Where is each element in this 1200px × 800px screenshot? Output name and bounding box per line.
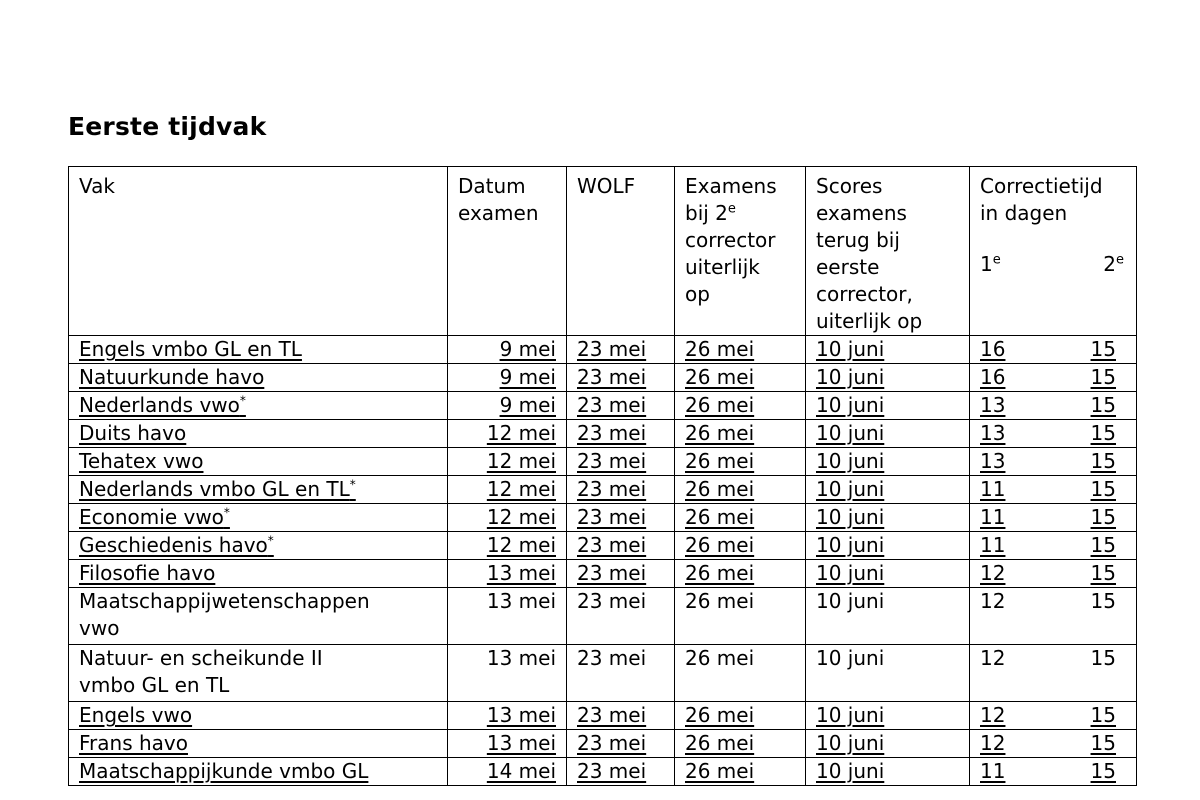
cell-wolf: 23 mei [567, 532, 675, 560]
cell-dagen-2e: 15 [1090, 589, 1116, 613]
cell-correctietijd [970, 504, 1137, 532]
cell-wolf: 23 mei [567, 448, 675, 476]
table-row [69, 448, 1137, 476]
vak-text: Nederlands vmbo GL en TL [79, 477, 350, 501]
cell-examens: 26 mei [675, 336, 806, 364]
cell-scores: 10 juni [806, 364, 970, 392]
table-row [69, 702, 1137, 730]
cell-examens: 26 mei [675, 364, 806, 392]
header-correctie-2-sup: e [1116, 252, 1124, 268]
cell-scores: 10 juni [806, 702, 970, 730]
header-examens-bij-2e-corrector [675, 167, 806, 336]
cell-scores: 10 juni [806, 645, 970, 702]
cell-datum: 12 mei [448, 476, 567, 504]
cell-examens: 26 mei [675, 420, 806, 448]
cell-vak [69, 420, 448, 448]
cell-dagen-2e: 15 [1090, 533, 1116, 557]
table-row [69, 532, 1137, 560]
cell-wolf: 23 mei [567, 645, 675, 702]
cell-correctietijd [970, 476, 1137, 504]
cell-scores: 10 juni [806, 504, 970, 532]
cell-correctietijd [970, 392, 1137, 420]
cell-dagen-2e: 15 [1090, 393, 1116, 417]
cell-scores: 10 juni [806, 420, 970, 448]
cell-vak [69, 364, 448, 392]
cell-examens: 26 mei [675, 448, 806, 476]
table-header-row [69, 167, 1137, 336]
cell-correctietijd [970, 758, 1137, 786]
table-row [69, 645, 1137, 702]
cell-examens: 26 mei [675, 560, 806, 588]
table-row [69, 364, 1137, 392]
vak-text: Geschiedenis havo [79, 533, 268, 557]
table-row [69, 560, 1137, 588]
cell-examens: 26 mei [675, 476, 806, 504]
cell-datum: 13 mei [448, 560, 567, 588]
cell-wolf: 23 mei [567, 420, 675, 448]
cell-dagen-1e: 16 [980, 337, 1006, 361]
cell-datum: 12 mei [448, 504, 567, 532]
cell-dagen-1e: 11 [980, 533, 1006, 557]
cell-wolf: 23 mei [567, 392, 675, 420]
cell-dagen-2e: 15 [1090, 337, 1116, 361]
vak-text: Economie vwo [79, 505, 224, 529]
cell-correctietijd [970, 645, 1137, 702]
cell-scores: 10 juni [806, 730, 970, 758]
table-row [69, 420, 1137, 448]
cell-wolf: 23 mei [567, 560, 675, 588]
cell-vak [69, 532, 448, 560]
cell-dagen-2e: 15 [1090, 365, 1116, 389]
cell-wolf: 23 mei [567, 476, 675, 504]
cell-scores: 10 juni [806, 392, 970, 420]
cell-examens: 26 mei [675, 504, 806, 532]
cell-vak [69, 702, 448, 730]
cell-vak [69, 336, 448, 364]
cell-dagen-2e: 15 [1090, 703, 1116, 727]
vak-text: Filosofie havo [79, 561, 216, 585]
header-datum-examen: Datum examen [448, 167, 567, 336]
cell-dagen-2e: 15 [1090, 731, 1116, 755]
table-row [69, 588, 1137, 645]
cell-vak [69, 504, 448, 532]
header-correctie-1-num: 1 [980, 252, 993, 276]
cell-correctietijd [970, 364, 1137, 392]
cell-dagen-1e: 13 [980, 421, 1006, 445]
cell-correctietijd [970, 336, 1137, 364]
cell-correctietijd [970, 560, 1137, 588]
header-correctietijd-sub [980, 251, 1126, 278]
cell-dagen-1e: 13 [980, 449, 1006, 473]
cell-datum: 13 mei [448, 702, 567, 730]
table-row [69, 476, 1137, 504]
cell-scores: 10 juni [806, 448, 970, 476]
cell-wolf: 23 mei [567, 730, 675, 758]
cell-datum: 13 mei [448, 588, 567, 645]
cell-correctietijd [970, 532, 1137, 560]
vak-text: Maatschappijkunde vmbo GL [79, 759, 369, 783]
footnote-star: * [349, 477, 356, 492]
vak-text: Tehatex vwo [79, 449, 204, 473]
cell-dagen-1e: 12 [980, 561, 1006, 585]
cell-vak [69, 645, 448, 702]
cell-dagen-1e: 11 [980, 505, 1006, 529]
cell-examens: 26 mei [675, 588, 806, 645]
vak-text: Natuurkunde havo [79, 365, 265, 389]
cell-vak [69, 392, 448, 420]
vak-text: Natuur- en scheikunde II vmbo GL en TL [79, 646, 323, 697]
header-correctie-2-num: 2 [1103, 252, 1116, 276]
cell-correctietijd [970, 702, 1137, 730]
cell-datum: 13 mei [448, 730, 567, 758]
cell-dagen-1e: 12 [980, 646, 1006, 670]
cell-wolf: 23 mei [567, 364, 675, 392]
cell-datum: 9 mei [448, 336, 567, 364]
cell-datum: 13 mei [448, 645, 567, 702]
cell-examens: 26 mei [675, 392, 806, 420]
vak-text: Maatschappijwetenschappen vwo [79, 589, 370, 640]
cell-dagen-1e: 11 [980, 759, 1006, 783]
cell-dagen-1e: 16 [980, 365, 1006, 389]
cell-dagen-1e: 12 [980, 589, 1006, 613]
header-correctie-1-sup: e [992, 252, 1001, 268]
cell-correctietijd [970, 420, 1137, 448]
cell-examens: 26 mei [675, 730, 806, 758]
cell-dagen-1e: 12 [980, 731, 1006, 755]
exam-schedule-table [68, 166, 1137, 786]
cell-vak [69, 588, 448, 645]
header-examens-sup: e [727, 201, 736, 217]
cell-wolf: 23 mei [567, 758, 675, 786]
header-examens-part-b: corrector uiterlijk op [685, 228, 776, 306]
cell-datum: 14 mei [448, 758, 567, 786]
cell-wolf: 23 mei [567, 588, 675, 645]
table-row [69, 504, 1137, 532]
header-correctietijd-label: Correctietijd in dagen [980, 174, 1103, 225]
cell-wolf: 23 mei [567, 336, 675, 364]
header-correctie-2e [1103, 251, 1124, 278]
header-examens-part-a: Examens bij 2 [685, 174, 777, 225]
page-title: Eerste tijdvak [68, 112, 267, 141]
cell-datum: 9 mei [448, 364, 567, 392]
vak-text: Engels vwo [79, 703, 193, 727]
cell-datum: 12 mei [448, 420, 567, 448]
vak-text: Engels vmbo GL en TL [79, 337, 302, 361]
cell-dagen-2e: 15 [1090, 646, 1116, 670]
cell-dagen-1e: 11 [980, 477, 1006, 501]
cell-datum: 12 mei [448, 448, 567, 476]
cell-examens: 26 mei [675, 532, 806, 560]
cell-scores: 10 juni [806, 336, 970, 364]
cell-dagen-2e: 15 [1090, 449, 1116, 473]
header-correctietijd [970, 167, 1137, 336]
cell-scores: 10 juni [806, 588, 970, 645]
cell-correctietijd [970, 448, 1137, 476]
cell-datum: 9 mei [448, 392, 567, 420]
header-wolf: WOLF [567, 167, 675, 336]
cell-scores: 10 juni [806, 476, 970, 504]
cell-dagen-1e: 12 [980, 703, 1006, 727]
cell-examens: 26 mei [675, 645, 806, 702]
cell-dagen-2e: 15 [1090, 505, 1116, 529]
header-correctie-1e [980, 251, 1001, 278]
cell-vak [69, 476, 448, 504]
cell-vak [69, 758, 448, 786]
cell-scores: 10 juni [806, 560, 970, 588]
vak-text: Duits havo [79, 421, 187, 445]
cell-dagen-2e: 15 [1090, 421, 1116, 445]
table-row [69, 336, 1137, 364]
table-row [69, 758, 1137, 786]
footnote-star: * [223, 505, 230, 520]
table-body [69, 336, 1137, 786]
cell-vak [69, 730, 448, 758]
cell-scores: 10 juni [806, 758, 970, 786]
cell-dagen-1e: 13 [980, 393, 1006, 417]
table-row [69, 392, 1137, 420]
footnote-star: * [239, 393, 246, 408]
header-scores-examens: Scores examens terug bij eerste corrector, uiterlijk op [806, 167, 970, 336]
vak-text: Frans havo [79, 731, 188, 755]
cell-vak [69, 560, 448, 588]
cell-dagen-2e: 15 [1090, 561, 1116, 585]
cell-dagen-2e: 15 [1090, 759, 1116, 783]
cell-correctietijd [970, 730, 1137, 758]
cell-dagen-2e: 15 [1090, 477, 1116, 501]
footnote-star: * [267, 533, 274, 548]
cell-examens: 26 mei [675, 758, 806, 786]
vak-text: Nederlands vwo [79, 393, 240, 417]
cell-scores: 10 juni [806, 532, 970, 560]
table-row [69, 730, 1137, 758]
cell-wolf: 23 mei [567, 504, 675, 532]
cell-correctietijd [970, 588, 1137, 645]
cell-vak [69, 448, 448, 476]
header-vak: Vak [69, 167, 448, 336]
cell-datum: 12 mei [448, 532, 567, 560]
cell-wolf: 23 mei [567, 702, 675, 730]
cell-examens: 26 mei [675, 702, 806, 730]
